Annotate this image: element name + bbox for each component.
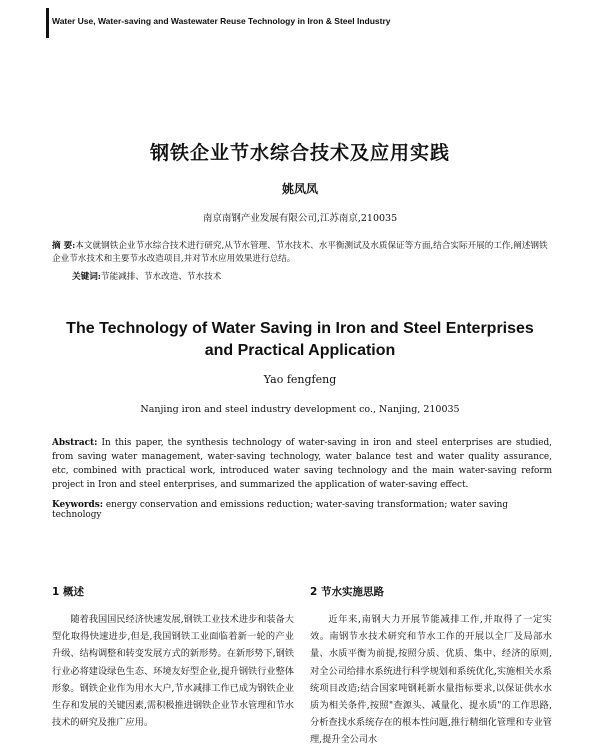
english-affiliation: Nanjing iron and steel industry development co., Nanjing, 210035 bbox=[140, 404, 460, 415]
running-header: Water Use, Water-saving and Wastewater Reuse Technology in Iron & Steel Industry bbox=[52, 16, 391, 26]
section1-body: 随着我国国民经济快速发展,钢铁工业技术进步和装备大型化取得快速进步,但是,我国钢铁工业面临着新一轮的产业升级、结构调整和转变发展方式的新形势。在新形势下,钢铁行业必将建设绿色生态、环境友好型企业,提升钢铁行业整体形象。钢铁企业作为用水大户,节水减排工作已成为钢铁企业生存和发展的关键因素,需积极推进钢铁企业节水管理和节水技术的研究及推广应用。 bbox=[52, 614, 294, 729]
chinese-abstract-label: 摘 要: bbox=[52, 241, 76, 251]
section2-body: 近年来,南钢大力开展节能减排工作,并取得了一定实效。南钢节水技术研究和节水工作的开展以全厂及局部水量、水质平衡为前提,按照分质、优质、集中、经济的原则,对全公司给排水系统进行科学规划和系统优化,实施相关水系统项目改造;结合国家吨钢耗新水量指标要求,以保证供水水质为相关条件,按照"查源头、减量化、提水质"的工作思路,分析查找水系统存在的根本性问题,推行精细化管理和专业管理,提升全公司水 bbox=[310, 614, 552, 746]
english-abstract bbox=[52, 436, 552, 492]
chinese-keywords-text: 节能减排、节水改造、节水技术 bbox=[100, 272, 222, 282]
chinese-abstract bbox=[52, 240, 552, 266]
english-keywords bbox=[52, 500, 552, 520]
chinese-title: 钢铁企业节水综合技术及应用实践 bbox=[149, 142, 450, 164]
chinese-keywords-label: 关键词: bbox=[72, 272, 101, 282]
chinese-author: 姚凤凤 bbox=[281, 182, 318, 196]
english-title-line2: and Practical Application bbox=[204, 342, 396, 359]
english-keywords-text: energy conservation and emissions reduction; water-saving transformation; water saving technology bbox=[52, 500, 509, 520]
english-author: Yao fengfeng bbox=[263, 373, 337, 386]
english-abstract-label: Abstract: bbox=[52, 438, 98, 448]
section2-heading: 2 节水实施思路 bbox=[310, 586, 384, 598]
chinese-abstract-text: 本文就钢铁企业节水综合技术进行研究,从节水管理、节水技术、水平衡测试及水质保证等方面,结合实际开展的工作,阐述钢铁企业节水技术和主要节水改造项目,并对节水应用效果进行总结。 bbox=[52, 241, 548, 264]
chinese-keywords bbox=[72, 270, 221, 282]
english-abstract-text: In this paper, the synthesis technology of water-saving in iron and steel enterprises are studied, from saving water management, water-saving technology, water balance test and water quality assurance, etc, combined with practical work, introduced water saving technology and the main water-saving reform project in Iron and steel enterprises, and summarized the application of water-saving effect. bbox=[52, 438, 552, 490]
section1-heading: 1 概述 bbox=[52, 586, 84, 598]
chinese-affiliation: 南京南钢产业发展有限公司,江苏南京,210035 bbox=[202, 213, 398, 224]
english-title bbox=[0, 318, 600, 362]
english-title-line1: The Technology of Water Saving in Iron and Steel Enterprises bbox=[66, 320, 534, 337]
english-keywords-label: Keywords: bbox=[52, 500, 104, 510]
header-rule bbox=[46, 8, 49, 38]
